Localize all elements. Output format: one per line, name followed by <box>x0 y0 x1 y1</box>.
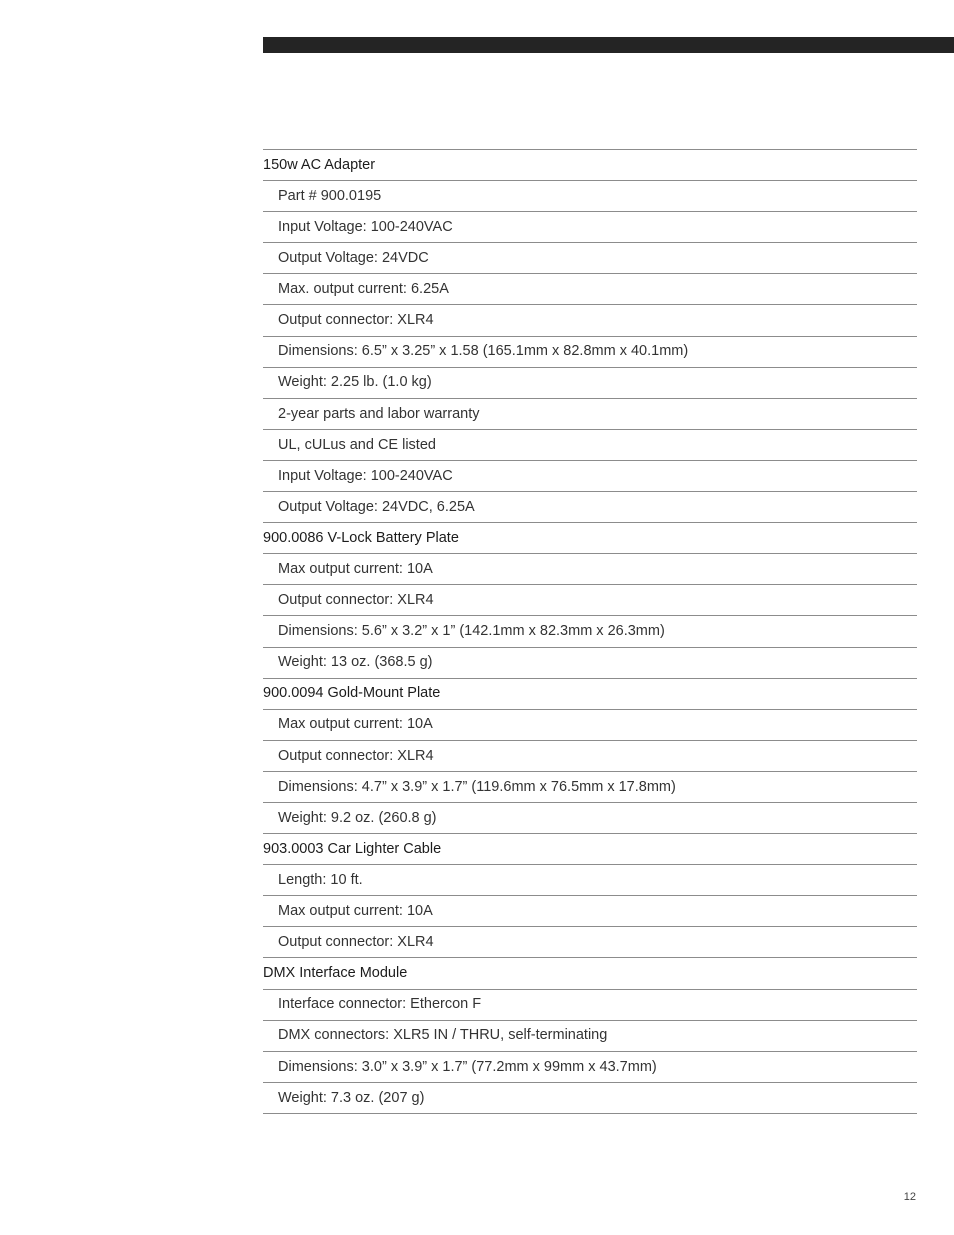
spec-item: Output connector: XLR4 <box>263 741 917 772</box>
spec-item: Output connector: XLR4 <box>263 927 917 958</box>
spec-item: Length: 10 ft. <box>263 865 917 896</box>
spec-item: Max output current: 10A <box>263 710 917 741</box>
spec-item: Max output current: 10A <box>263 554 917 585</box>
spec-item: Output Voltage: 24VDC <box>263 243 917 274</box>
spec-item: Dimensions: 4.7” x 3.9” x 1.7” (119.6mm x 76.5mm x 17.8mm) <box>263 772 917 803</box>
spec-item: Dimensions: 5.6” x 3.2” x 1” (142.1mm x 82.3mm x 26.3mm) <box>263 616 917 647</box>
spec-item: Part # 900.0195 <box>263 181 917 212</box>
spec-item: DMX connectors: XLR5 IN / THRU, self-terminating <box>263 1021 917 1052</box>
spec-section-heading: 903.0003 Car Lighter Cable <box>263 834 917 865</box>
spec-item: Input Voltage: 100-240VAC <box>263 461 917 492</box>
spec-section-heading: 150w AC Adapter <box>263 150 917 181</box>
spec-item: Weight: 2.25 lb. (1.0 kg) <box>263 368 917 399</box>
spec-item: Dimensions: 6.5” x 3.25” x 1.58 (165.1mm x 82.8mm x 40.1mm) <box>263 337 917 368</box>
spec-item: UL, cULus and CE listed <box>263 430 917 461</box>
spec-item: Weight: 7.3 oz. (207 g) <box>263 1083 917 1114</box>
header-bar <box>263 37 954 53</box>
spec-item: Weight: 13 oz. (368.5 g) <box>263 648 917 679</box>
spec-item: Dimensions: 3.0” x 3.9” x 1.7” (77.2mm x 99mm x 43.7mm) <box>263 1052 917 1083</box>
spec-item: Output Voltage: 24VDC, 6.25A <box>263 492 917 523</box>
spec-item: Output connector: XLR4 <box>263 305 917 336</box>
spec-item: Max. output current: 6.25A <box>263 274 917 305</box>
spec-item: Input Voltage: 100-240VAC <box>263 212 917 243</box>
spec-item: Weight: 9.2 oz. (260.8 g) <box>263 803 917 834</box>
spec-list <box>263 149 917 1114</box>
spec-section-heading: 900.0094 Gold-Mount Plate <box>263 679 917 710</box>
spec-item: Max output current: 10A <box>263 896 917 927</box>
spec-item: Output connector: XLR4 <box>263 585 917 616</box>
spec-item: 2-year parts and labor warranty <box>263 399 917 430</box>
spec-section-heading: 900.0086 V-Lock Battery Plate <box>263 523 917 554</box>
spec-section-heading: DMX Interface Module <box>263 958 917 989</box>
spec-item: Interface connector: Ethercon F <box>263 990 917 1021</box>
page-number: 12 <box>903 1191 916 1203</box>
